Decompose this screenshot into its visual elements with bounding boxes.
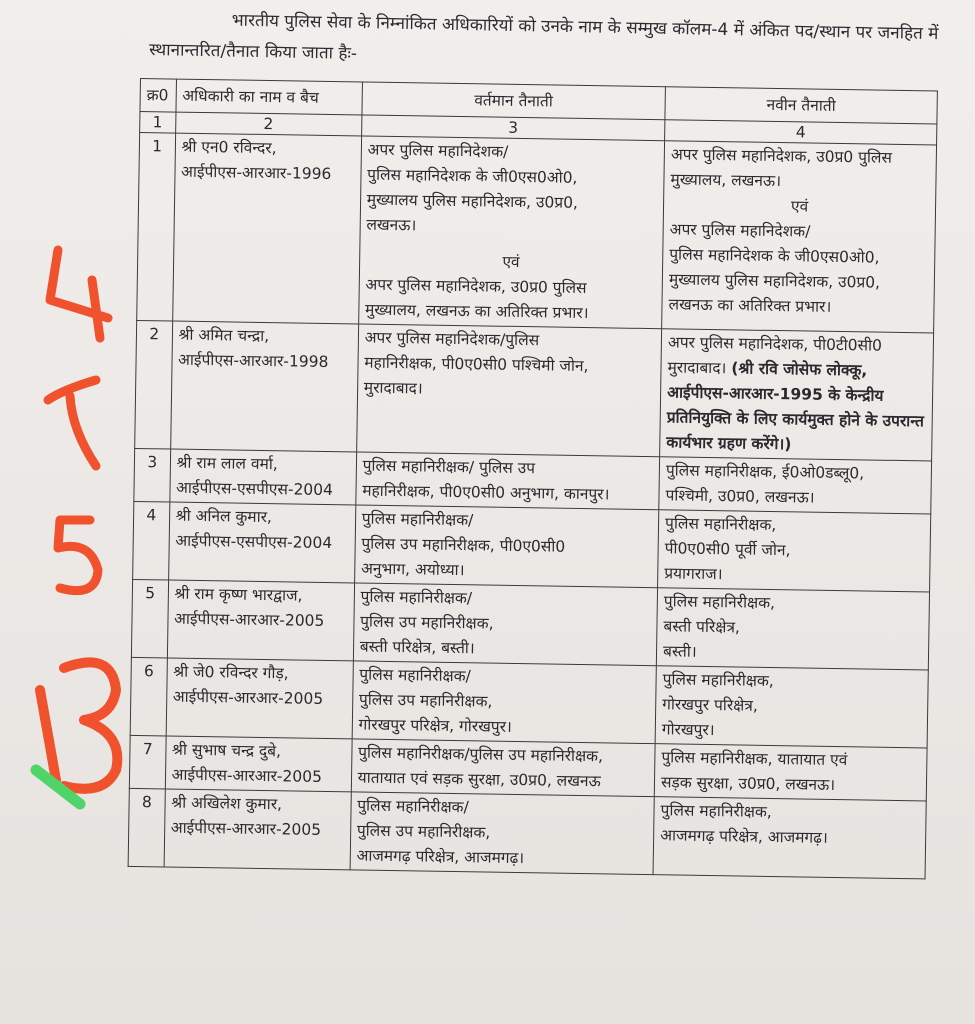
new-line: मुख्यालय पुलिस महानिदेशक, उ0प्र0,: [668, 270, 881, 292]
officer-name: श्री अमित चन्द्रा,: [178, 325, 270, 346]
row-sno: 3: [134, 448, 170, 502]
officer-batch: आईपीएस-एसपीएस-2004: [175, 478, 334, 500]
current-posting-cell: [350, 792, 655, 875]
officer-name: श्री राम कृष्ण भारद्वाज,: [174, 584, 303, 605]
new-line: गोरखपुर।: [661, 720, 715, 740]
new-line: एवं: [790, 197, 809, 216]
transfer-table: [128, 78, 938, 879]
new-posting-note: (श्री रवि जोसेफ लोक्कू, आईपीएस-आरआर-1995 के केन्द्रीय प्रतिनियुक्ति के लिए कार्यमुक्त होने के उपरान्त कार्यभार ग्रहण करेंगे।): [666, 359, 925, 454]
officer-name: श्री अनिल कुमार,: [175, 506, 273, 527]
column-number: 3: [361, 115, 665, 141]
row-sno: 4: [133, 501, 170, 580]
current-line: पुलिस महानिरीक्षक/: [361, 509, 474, 530]
current-line: बस्ती परिक्षेत्र, बस्ती।: [359, 637, 475, 658]
handwritten-mark: [64, 662, 117, 788]
current-line: पुलिस महानिरीक्षक/पुलिस उप महानिरीक्षक,: [358, 743, 604, 766]
current-posting-cell: [358, 136, 664, 329]
new-line: बस्ती।: [662, 642, 697, 661]
current-line: पुलिस उप महानिरीक्षक,: [356, 821, 491, 842]
officer-batch: आईपीएस-आरआर-2005: [173, 609, 325, 630]
officer-cell: [168, 502, 355, 583]
current-line: यातायात एवं सड़क सुरक्षा, उ0प्र0, लखनऊ: [357, 768, 601, 791]
new-posting-cell: [653, 797, 926, 879]
officer-batch: आईपीएस-आरआर-1998: [177, 350, 329, 371]
new-line: पुलिस महानिदेशक के जी0एस0ओ0,: [669, 245, 880, 267]
current-posting-cell: [356, 452, 660, 510]
table-row: [128, 788, 926, 879]
new-line: अपर पुलिस महानिदेशक, उ0प्र0 पुलिस: [670, 145, 893, 167]
current-line: एवं: [502, 252, 520, 271]
current-posting-cell: [352, 661, 657, 744]
new-line: पुलिस महानिरीक्षक,: [660, 801, 772, 822]
officer-cell: [166, 658, 353, 739]
highlight-mark: [36, 770, 80, 804]
new-line: बस्ती परिक्षेत्र,: [663, 617, 741, 637]
current-line: महानिरीक्षक, पी0ए0सी0 अनुभाग, कानपुर।: [362, 481, 610, 504]
column-number: 2: [175, 112, 361, 136]
new-posting-cell: [655, 666, 928, 748]
new-line: पुलिस महानिरीक्षक,: [664, 514, 777, 535]
intro-text: भारतीय पुलिस सेवा के निम्नांकित अधिकारियों को उनके नाम के सम्मुख कॉलम-4 में अंकित पद/स्थान पर जनहित में स्थानान्तरित/तैनात किया जाता हैः-: [148, 10, 939, 64]
row-sno: 5: [131, 579, 168, 658]
column-number: 1: [140, 112, 176, 134]
table-row: [133, 501, 931, 592]
current-line: पुलिस उप महानिरीक्षक, पी0ए0सी0: [361, 534, 566, 556]
officer-batch: आईपीएस-आरआर-2005: [171, 765, 323, 786]
officer-cell: [169, 449, 356, 505]
current-line: अनुभाग, अयोध्या।: [360, 559, 465, 580]
officer-batch: आईपीएस-एसपीएस-2004: [175, 531, 333, 553]
header-current-posting: वर्तमान तैनाती: [362, 82, 666, 120]
table-row: [130, 657, 928, 748]
current-line: मुरादाबाद।: [363, 378, 423, 398]
current-line: पुलिस महानिरीक्षक/: [360, 587, 473, 608]
current-line: आजमगढ़ परिक्षेत्र, आजमगढ़।: [356, 846, 525, 868]
officer-cell: [165, 736, 352, 792]
officer-name: श्री राम लाल वर्मा,: [176, 453, 278, 474]
officer-name: श्री जे0 रविन्दर गौड़,: [173, 662, 289, 683]
new-line: पुलिस महानिरीक्षक,: [662, 670, 774, 691]
new-line: पश्चिमी, उ0प्र0, लखनऊ।: [665, 486, 815, 507]
handwritten-mark: [40, 690, 56, 780]
new-posting-cell: [659, 457, 932, 514]
new-posting-cell: [658, 510, 931, 592]
current-line: मुख्यालय पुलिस महानिदेशक, उ0प्र0,: [366, 190, 579, 212]
new-line: गोरखपुर परिक्षेत्र,: [662, 695, 758, 715]
new-posting-cell: [656, 588, 929, 670]
new-line: अपर पुलिस महानिदेशक/: [669, 220, 811, 241]
officer-batch: आईपीएस-आरआर-2005: [170, 818, 322, 839]
row-sno: 8: [128, 788, 165, 867]
current-line: लखनऊ।: [366, 215, 417, 235]
row-sno: 6: [130, 657, 167, 736]
officer-batch: आईपीएस-आरआर-1996: [180, 162, 332, 184]
table-row: [131, 579, 929, 670]
current-line: मुख्यालय, लखनऊ का अतिरिक्त प्रभार।: [364, 300, 589, 323]
new-line: मुख्यालय, लखनऊ।: [670, 170, 782, 191]
current-line: गोरखपुर परिक्षेत्र, गोरखपुर।: [358, 715, 513, 736]
new-posting-cell: [660, 329, 934, 461]
officer-name: श्री सुभाष चन्द्र दुबे,: [171, 740, 282, 761]
new-line: प्रयागराज।: [664, 564, 723, 584]
current-line: पुलिस महानिदेशक के जी0एस0ओ0,: [367, 165, 578, 187]
officer-cell: [170, 321, 358, 452]
current-line: पुलिस उप महानिरीक्षक,: [358, 690, 493, 711]
officer-name: श्री अखिलेश कुमार,: [171, 793, 283, 814]
row-sno: 1: [137, 133, 175, 322]
current-line: महानिरीक्षक, पी0ए0सी0 पश्चिमी जोन,: [364, 353, 589, 376]
header-sno: क्र0: [140, 79, 176, 113]
new-line: लखनऊ का अतिरिक्त प्रभार।: [668, 295, 832, 316]
new-line: पुलिस महानिरीक्षक, ई0ओ0डब्लू0,: [665, 461, 865, 483]
new-line: सड़क सुरक्षा, उ0प्र0, लखनऊ।: [660, 773, 836, 795]
new-line: पुलिस महानिरीक्षक, यातायात एवं: [661, 748, 848, 770]
officer-cell: [172, 133, 361, 324]
table-row: [135, 320, 934, 461]
new-line: पी0ए0सी0 पूर्वी जोन,: [664, 539, 791, 560]
new-posting-cell: [654, 744, 927, 801]
current-line: अपर पुलिस महानिदेशक, उ0प्र0 पुलिस: [365, 275, 587, 298]
handwritten-mark: [58, 520, 98, 591]
header-officer-name: अधिकारी का नाम व बैच: [176, 79, 363, 115]
officer-batch: आईपीएस-आरआर-2005: [172, 687, 324, 708]
intro-paragraph: [149, 4, 960, 82]
current-line: अपर पुलिस महानिदेशक/पुलिस: [364, 328, 540, 350]
current-line: पुलिस महानिरीक्षक/: [357, 796, 469, 817]
handwritten-mark: [48, 380, 96, 466]
row-sno: 2: [135, 320, 173, 449]
officer-cell: [167, 580, 354, 661]
row-sno: 7: [129, 735, 165, 789]
table-row: [137, 133, 937, 333]
current-posting-cell: [354, 505, 659, 588]
current-line: पुलिस महानिरीक्षक/ पुलिस उप: [362, 456, 536, 478]
officer-name: श्री एन0 रविन्दर,: [181, 137, 277, 158]
column-number: 4: [665, 120, 937, 145]
current-line: पुलिस महानिरीक्षक/: [359, 665, 471, 686]
current-line: पुलिस उप महानिरीक्षक,: [360, 612, 494, 633]
current-posting-cell: [353, 583, 658, 666]
header-new-posting: नवीन तैनाती: [665, 87, 937, 124]
current-posting-cell: [351, 739, 655, 797]
officer-cell: [164, 789, 351, 870]
current-posting-cell: [356, 324, 661, 457]
new-posting-cell: [662, 141, 937, 333]
new-line: पुलिस महानिरीक्षक,: [663, 592, 776, 613]
handwritten-mark: [50, 250, 108, 338]
new-posting-text: अपर पुलिस महानिदेशक, पी0टी0सी0 मुरादाबाद।: [667, 333, 883, 378]
new-line: आजमगढ़ परिक्षेत्र, आजमगढ़।: [660, 826, 828, 847]
current-line: अपर पुलिस महानिदेशक/: [367, 140, 509, 161]
